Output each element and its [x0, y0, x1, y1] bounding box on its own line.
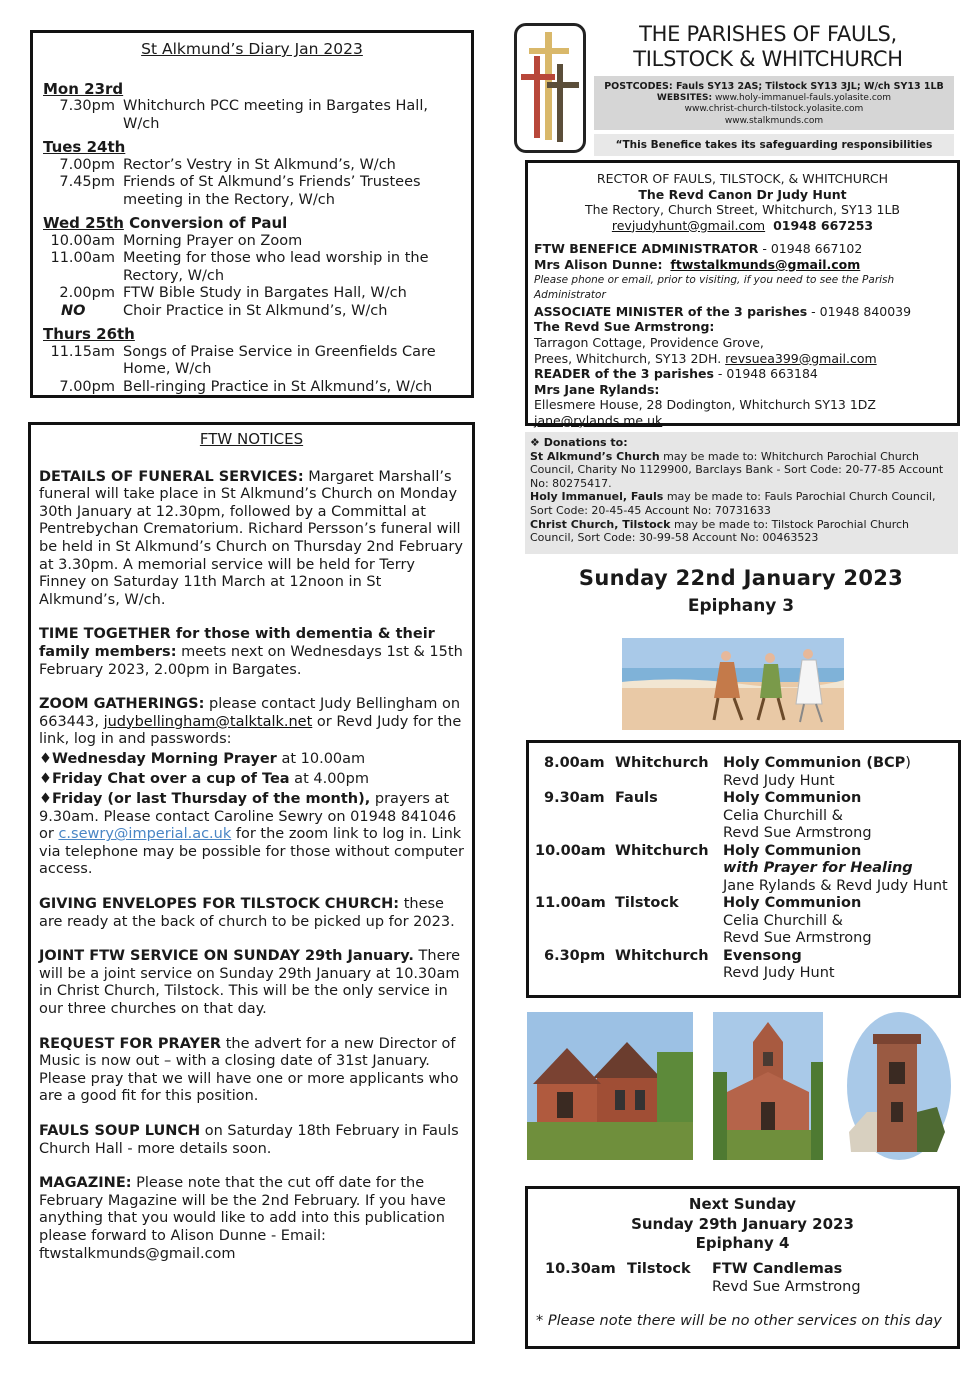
- assoc-address: Tarragon Cottage, Providence Grove,: [534, 334, 764, 350]
- title-line: THE PARISHES OF FAULS,: [639, 22, 897, 46]
- rector-heading: RECTOR OF FAULS, TILSTOCK, & WHITCHURCH: [596, 171, 889, 186]
- bullet-text: at 4.00pm: [289, 770, 369, 787]
- church-photos: [527, 1012, 957, 1162]
- websites: [594, 93, 954, 105]
- event-time: 10.00am: [50, 232, 115, 249]
- service-row: [535, 755, 952, 790]
- diary-event: [43, 285, 461, 303]
- service-minister: Revd Sue Armstrong: [723, 825, 872, 841]
- reader-name: Mrs Jane Rylands:: [534, 381, 660, 397]
- diary-event: [43, 157, 461, 175]
- email-link[interactable]: judybellingham@talktalk.net: [103, 713, 313, 730]
- sunday-heading: [525, 566, 957, 616]
- notices-box: [28, 422, 475, 1344]
- email-link[interactable]: jane@rylands.me.uk: [534, 412, 663, 428]
- address: Prees, Whitchurch, SY13 2DH.: [534, 350, 726, 366]
- bullet-heading: ♦Wednesday Morning Prayer: [39, 750, 277, 767]
- notice-heading: DETAILS OF FUNERAL SERVICES:: [39, 468, 304, 485]
- event-desc: Bell-ringing Practice in St Alkmund’s, W/ch: [123, 378, 433, 395]
- service-minister: Jane Rylands & Revd Judy Hunt: [723, 877, 948, 894]
- notice-funeral: [39, 469, 464, 610]
- notice-heading: ZOOM GATHERINGS:: [39, 696, 205, 713]
- church-name: Holy Immanuel, Fauls: [530, 490, 664, 504]
- event-desc: Meeting for those who lead worship in the Rectory, W/ch: [123, 250, 429, 284]
- phone: - 01948 663184: [713, 366, 818, 382]
- event-time: 11.15am: [50, 343, 115, 360]
- notice-text: meets next on Wednesdays 1st & 15th February 2023, 2.00pm in Bargates.: [39, 643, 463, 678]
- website-link[interactable]: www.holy-immanuel-fauls.yolasite.com: [714, 92, 892, 103]
- service-place: Tilstock: [615, 895, 679, 911]
- diary-title: St Alkmund’s Diary Jan 2023: [141, 40, 363, 58]
- notice-text: the advert for a new Director of Music is now out – with a closing date of 31st January. Please pray that we will have one or more applicants who are a good fit for this position.: [39, 1035, 459, 1105]
- event-time: 2.00pm: [59, 285, 115, 301]
- phone: - 01948 667102: [758, 241, 863, 257]
- contact-strip: [594, 76, 954, 130]
- service-name: [723, 948, 952, 966]
- services-box: [526, 740, 961, 998]
- donation-details: may be made to: Whitchurch Parochial Church Council, Charity No 1129900, Barclays Bank - Sort Code: 20-77-85 Account No: 80275417.: [530, 449, 944, 490]
- notice-zoom: [39, 696, 464, 749]
- day-label: Wed 25th: [43, 214, 124, 232]
- donation-item: [530, 490, 953, 517]
- service-name: [723, 895, 952, 913]
- service-minister: Revd Judy Hunt: [723, 965, 835, 981]
- event-time: 7.30pm: [59, 98, 115, 114]
- service-row: [535, 948, 952, 983]
- service-info: [723, 948, 952, 983]
- service-place: Tilstock: [627, 1260, 691, 1277]
- event-desc: FTW Bible Study in Bargates Hall, W/ch: [123, 285, 407, 301]
- service-minister: Revd Sue Armstrong: [712, 1278, 861, 1295]
- service-place: Fauls: [615, 790, 658, 806]
- notice-heading: JOINT FTW SERVICE ON SUNDAY 29th January.: [39, 948, 414, 965]
- event-desc: Friends of St Alkmund’s Friends’ Trustees meeting in the Rectory, W/ch: [123, 174, 421, 208]
- diary-day-heading: [43, 326, 461, 344]
- service-name: [723, 843, 952, 861]
- event-desc: Whitchurch PCC meeting in Bargates Hall, W/ch: [123, 98, 428, 132]
- next-heading: Next Sunday: [688, 1195, 797, 1213]
- bullet-text: for the zoom link to log in. Link via telephone may be possible for those without computer access.: [39, 826, 464, 878]
- sunday-name: Epiphany 3: [687, 596, 795, 616]
- diary-day-heading: [43, 81, 461, 99]
- rector-contact: [534, 218, 951, 234]
- diary-event: [43, 174, 461, 209]
- bullet-text: at 10.00am: [276, 750, 366, 767]
- phone: - 01948 840039: [807, 303, 912, 319]
- zoom-bullet: [39, 751, 464, 769]
- next-date: Sunday 29th January 2023: [631, 1214, 854, 1233]
- notice-text: or Revd Judy for the link, log in and passwords:: [39, 713, 462, 748]
- rector-address: The Rectory, Church Street, Whitchurch, SY13 1LB: [585, 202, 900, 218]
- services-list: [535, 755, 952, 983]
- reader-address: Ellesmere House, 28 Dodington, Whitchurch SY13 1DZ: [534, 397, 876, 413]
- diary-day-heading: [43, 139, 461, 157]
- service-time: 10.30am: [545, 1260, 616, 1277]
- event-time: 7.00pm: [59, 156, 115, 173]
- diary-event: [43, 379, 461, 397]
- fauls-church-photo: [527, 1012, 693, 1160]
- websites-label: WEBSITES:: [656, 92, 713, 103]
- next-minister-row: [536, 1278, 949, 1296]
- service-minister: Revd Judy Hunt: [723, 772, 835, 789]
- admin-name: [534, 257, 951, 273]
- notice-magazine: [39, 1175, 464, 1263]
- donation-details: may be made to: Fauls Parochial Church Council, Sort Code: 20-45-45 Account No: 70731633: [530, 490, 936, 517]
- tilstock-church-photo: [713, 1012, 823, 1160]
- service-place: Whitchurch: [615, 947, 709, 964]
- event-time: 11.00am: [50, 250, 115, 266]
- notice-prayer: [39, 1036, 464, 1106]
- service-row: [535, 790, 952, 843]
- donation-item: [530, 518, 953, 545]
- bullet-text: prayers at 9.30am. Please contact Caroline Sewry on 01948 841046 or: [39, 791, 457, 843]
- notice-heading: FAULS SOUP LUNCH: [39, 1123, 201, 1139]
- event-desc: Songs of Praise Service in Greenfields Care Home, W/ch: [123, 343, 436, 377]
- assoc-heading: [534, 304, 951, 320]
- admin-note: Please phone or email, prior to visiting, if you need to see the Parish Administrator: [534, 273, 895, 302]
- assoc-address2: [534, 351, 951, 367]
- emmaus-road-illustration: [622, 638, 844, 730]
- event-time: NO: [61, 302, 86, 319]
- service-minister: Revd Sue Armstrong: [723, 930, 872, 946]
- notices-title: FTW NOTICES: [199, 430, 304, 448]
- day-event: Conversion of Paul: [123, 214, 288, 232]
- crosses-icon: [517, 26, 583, 150]
- service-place: Whitchurch: [615, 842, 709, 859]
- service-minister: Celia Churchill &: [723, 807, 843, 824]
- service-name: [723, 755, 952, 773]
- notice-text: these are ready at the back of church to be picked up for 2023.: [39, 896, 455, 930]
- day-label: Mon 23rd: [43, 79, 124, 98]
- notice-heading: TIME TOGETHER for those with dementia & their family members:: [39, 626, 435, 660]
- notice-joint-service: [39, 948, 464, 1018]
- service-name-part: ): [905, 755, 911, 771]
- website-link[interactable]: www.christ-church-tilstock.yolasite.com: [684, 104, 864, 114]
- email-link[interactable]: ftwstalkmunds@gmail.com: [670, 256, 861, 272]
- email-link[interactable]: c.sewry@imperial.ac.uk: [58, 826, 232, 843]
- notice-text: There will be a joint service on Sunday 29th January at 10.30am in Christ Church, Tilstock. This will be the only service in our three churches on that day.: [39, 948, 461, 1018]
- notice-time-together: [39, 626, 464, 679]
- service-subtitle: with Prayer for Healing: [723, 860, 913, 876]
- assoc-name: The Revd Sue Armstrong:: [534, 319, 715, 335]
- service-time: 11.00am: [535, 895, 606, 911]
- service-name: [723, 790, 952, 808]
- service-name-part: Holy Communion (BCP: [723, 755, 906, 771]
- bullet-heading: ♦Friday Chat over a cup of Tea: [39, 770, 290, 787]
- notice-heading: MAGAZINE:: [39, 1175, 132, 1192]
- website-link[interactable]: www.stalkmunds.com: [724, 115, 824, 126]
- safeguarding-statement: “This Benefice takes its safeguarding responsibilities: [594, 134, 954, 156]
- notice-heading: GIVING ENVELOPES FOR TILSTOCK CHURCH:: [39, 896, 400, 913]
- zoom-bullet: [39, 791, 464, 879]
- event-time: 7.00pm: [59, 378, 115, 395]
- service-info: [723, 790, 952, 843]
- cross-logo: [514, 23, 586, 153]
- service-name-part: Evensong: [723, 947, 802, 964]
- service-name-part: Holy Communion: [723, 895, 862, 911]
- next-service: [536, 1260, 949, 1278]
- event-desc: Choir Practice in St Alkmund’s, W/ch: [123, 302, 388, 319]
- notice-soup-lunch: [39, 1123, 464, 1158]
- notice-giving: [39, 896, 464, 931]
- person: Mrs Alison Dunne:: [534, 256, 663, 272]
- role: FTW BENEFICE ADMINISTRATOR: [534, 241, 759, 257]
- service-info: [723, 843, 952, 896]
- st-alkmunds-church-photo: [847, 1012, 951, 1160]
- diary-event: [43, 344, 461, 379]
- diary-days: [43, 81, 461, 397]
- donation-details: may be made to: Tilstock Parochial Church Council, Sort Code: 30-99-58 Account No: 00463523: [530, 517, 910, 545]
- rector-name: The Revd Canon Dr Judy Hunt: [638, 186, 847, 202]
- reader-heading: [534, 366, 951, 382]
- next-note: * Please note there will be no other services on this day: [536, 1312, 942, 1329]
- diary-event: [43, 233, 461, 251]
- service-minister: Celia Churchill &: [723, 912, 843, 929]
- diary-box: [30, 30, 474, 398]
- service-time: 6.30pm: [544, 947, 606, 964]
- next-name: Epiphany 4: [695, 1234, 790, 1252]
- service-info: [723, 895, 952, 948]
- donations-box: [525, 432, 958, 554]
- service-info: [723, 755, 952, 790]
- diary-event: [43, 303, 461, 321]
- church-name: Christ Church, Tilstock: [530, 517, 671, 531]
- service-place: Whitchurch: [615, 755, 709, 771]
- notice-heading: REQUEST FOR PRAYER: [39, 1035, 222, 1052]
- notice-text: on Saturday 18th February in Fauls Church Hall - more details soon.: [39, 1123, 459, 1157]
- service-name-part: Holy Communion: [723, 790, 862, 806]
- donations-heading: ❖ Donations to:: [530, 436, 628, 449]
- role: READER of the 3 parishes: [534, 366, 714, 382]
- diary-day-heading: [43, 215, 461, 233]
- sunday-date: Sunday 22nd January 2023: [578, 566, 904, 590]
- notice-text: please contact Judy Bellingham on 663443,: [39, 696, 461, 730]
- service-row: [535, 895, 952, 948]
- day-label: Thurs 26th: [43, 325, 135, 343]
- title-line: TILSTOCK & WHITCHURCH: [633, 47, 903, 71]
- day-label: Tues 24th: [43, 138, 126, 156]
- role: ASSOCIATE MINISTER of the 3 parishes: [534, 303, 808, 319]
- service-name-part: Holy Communion: [723, 842, 862, 859]
- phone: 01948 667253: [773, 217, 874, 233]
- diary-event: [43, 250, 461, 285]
- service-time: 8.00am: [544, 755, 605, 771]
- donation-item: [530, 450, 953, 491]
- event-time: 7.45pm: [59, 174, 115, 190]
- next-sunday-box: [525, 1186, 960, 1349]
- service-time: 10.00am: [535, 842, 606, 859]
- service-time: 9.30am: [544, 790, 605, 806]
- postcodes: POSTCODES: Fauls SY13 2AS; Tilstock SY13 3JL; W/ch SY13 1LB: [604, 81, 944, 92]
- service-row: [535, 843, 952, 896]
- bullet-heading: ♦Friday (or last Thursday of the month),: [39, 791, 371, 808]
- admin-heading: [534, 241, 951, 257]
- event-desc: Morning Prayer on Zoom: [123, 232, 303, 249]
- parish-title: [598, 22, 938, 72]
- event-desc: Rector’s Vestry in St Alkmund’s, W/ch: [123, 156, 396, 173]
- notice-text: Please note that the cut off date for the February Magazine will be the 2nd February. If you have anything that you would like to add into this publication please forward to Alison Dunne - Email: ftwstalkmunds@gmail.com: [39, 1175, 446, 1262]
- contacts-box: [525, 160, 960, 426]
- zoom-bullet: [39, 771, 464, 789]
- notice-text: Margaret Marshall’s funeral will take place in St Alkmund’s Church on Monday 30th January at 12.30pm, followed by a Committal at Pentrebychan Crematorium. Richard Persson’s funeral will be held in St Alkmund’s Church on Thursday 2nd February at 3.30pm. A memorial service will be held for Terry Finney on Saturday 11th March at 12noon in St Alkmund’s, W/ch.: [39, 468, 463, 608]
- church-name: St Alkmund’s Church: [530, 449, 660, 463]
- email-link[interactable]: revjudyhunt@gmail.com: [611, 217, 766, 233]
- service-name: FTW Candlemas: [712, 1260, 843, 1277]
- diary-event: [43, 98, 461, 133]
- email-link[interactable]: revsuea399@gmail.com: [725, 350, 877, 366]
